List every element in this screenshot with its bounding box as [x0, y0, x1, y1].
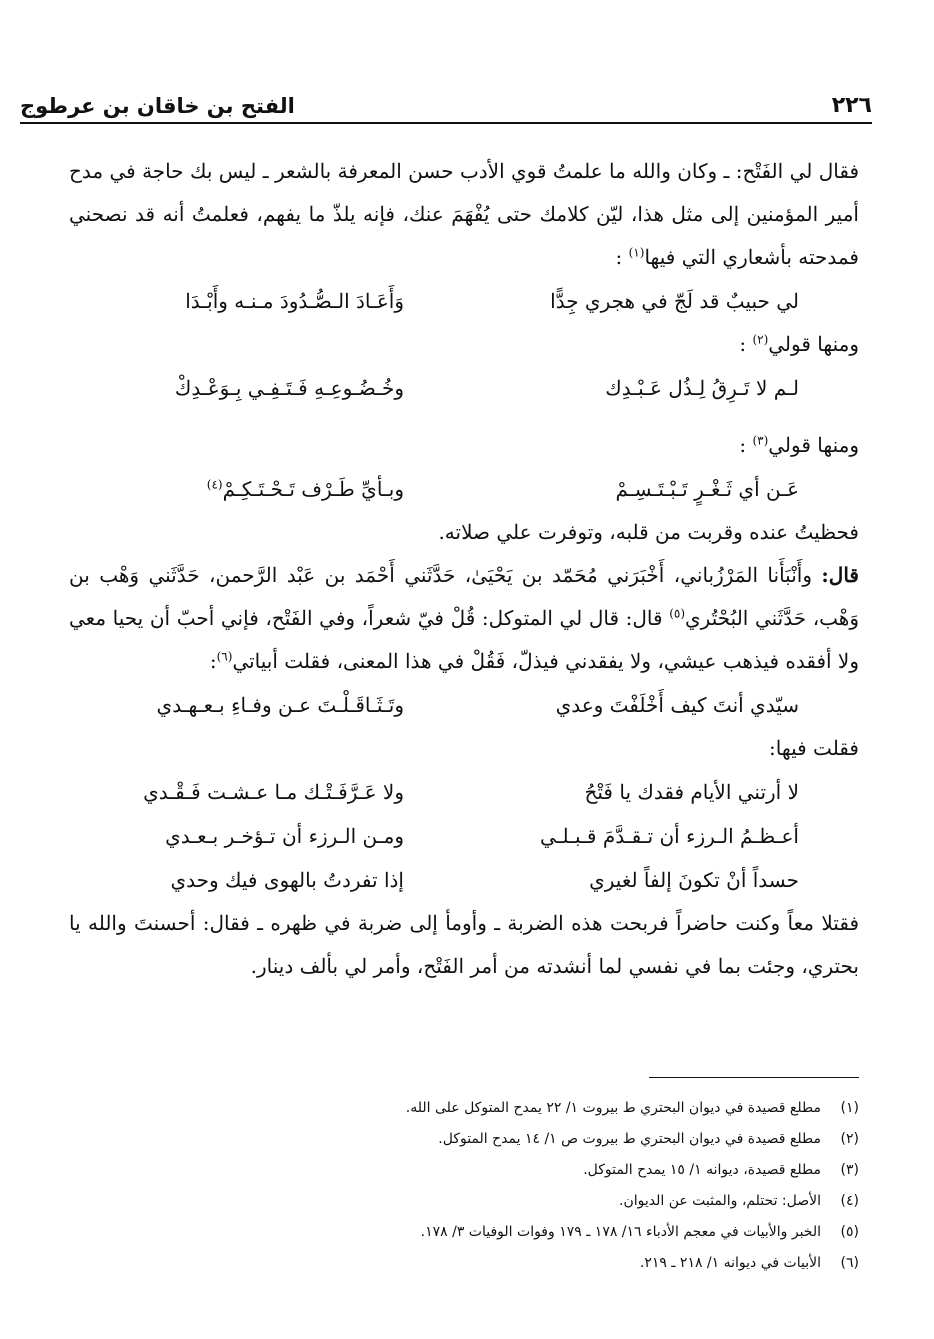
running-header	[20, 80, 872, 124]
paragraph-1	[69, 150, 859, 279]
footnote-text: الأصل: تحتلم، والمثبت عن الديوان.	[619, 1193, 821, 1209]
footnote-number: (٤)	[840, 1193, 859, 1209]
verse-6	[69, 814, 859, 858]
verse-3-second-text: وبـأيِّ طَـرْف تَـحْـتَـكِـمْ	[222, 476, 404, 501]
verse-7	[69, 858, 859, 902]
verse-2-second-hemistich: وخُـضُـوعِـهِ فَـتَـفِـي بِـوَعْـدِكْ	[174, 375, 404, 400]
footnote-number: (١)	[840, 1100, 859, 1116]
footnote-ref-5[interactable]: (٥)	[669, 606, 686, 621]
paragraph-3-text-a: وأَنْبَأَنا المَرْزُباني، أَخْبَرَني مُحَمّد بن يَحْيَىٰ، حَدَّثَني أَحْمَد بن عَبْد الرَّحمن، حَدَّثَني وَهْب بن وَهْب، حَدَّثَني البُحْتُري	[69, 563, 860, 630]
verse-5	[69, 770, 859, 814]
paragraph-3-text-b: قال: قال لي المتوكل: قُلْ فيّ شعراً، وفي الفَتْح، فإني أحبّ أن يحيا معي ولا أفقده فيذهب عيشي، ولا يفقدني فيذلّ، فَقُلْ في هذا المعنى، فقلت أبياتي	[69, 606, 859, 673]
verse-5-first-hemistich: لا أرتني الأيام فقدك يا فَتْحُ	[584, 779, 799, 804]
paragraph-1-end: :	[615, 245, 623, 269]
paragraph-3	[69, 554, 859, 683]
page-number: ٢٢٦	[831, 93, 872, 118]
footnote-ref-4[interactable]: (٤)	[206, 476, 223, 491]
footnote-number: (٢)	[840, 1131, 859, 1147]
verse-3-intro	[69, 424, 859, 467]
footnote-text: الأبيات في ديوانه ١/ ٢١٨ ـ ٢١٩.	[639, 1255, 821, 1271]
running-title: الفتح بن خاقان بن عرطوج	[20, 94, 295, 118]
verse-3-intro-text: ومنها قولي	[768, 433, 859, 457]
paragraph-4: فقتلا معاً وكنت حاضراً فربحت هذه الضربة ـ وأومأ إلى ضربة في ظهره ـ فقال: أحسنتَ والله يا بحتري، وجئت بما في نفسي لما أنشدته من أمر الفَتْح، وأمر لي بألف دينار.	[69, 911, 859, 978]
verse-2-intro-text: ومنها قولي	[768, 332, 859, 356]
footnote-text: الخبر والأبيات في معجم الأدباء ١٦/ ١٧٨ ـ ١٧٩ وفوات الوفيات ٣/ ١٧٨.	[420, 1224, 821, 1240]
footnote-item	[69, 1186, 859, 1217]
footnote-ref-1[interactable]: (١)	[628, 245, 645, 260]
footnote-item	[69, 1217, 859, 1248]
footnote-ref-3[interactable]: (٣)	[752, 433, 769, 448]
footnote-text: مطلع قصيدة في ديوان البحتري ط بيروت ١/ ٢٢ يمدح المتوكل على الله.	[405, 1100, 821, 1116]
verse-1-second-hemistich: وَأَعَـادَ الـصُّـدُودَ مـنـه وأَبْـدَا	[185, 288, 404, 313]
footnote-text: مطلع قصيدة في ديوان البحتري ط بيروت ص ١/ ١٤ يمدح المتوكل.	[438, 1131, 821, 1147]
verse-6-first-hemistich: أعـظـمُ الـرزء أن تـقـدَّمَ قـبـلـي	[540, 823, 799, 848]
footnotes	[69, 1093, 859, 1279]
footnote-item	[69, 1093, 859, 1124]
verse-3	[69, 467, 859, 511]
paragraph-3-lead: قال:	[821, 563, 859, 587]
verse-4-first-hemistich: سيّدي أنتَ كيف أَخْلَفْتَ وعدي	[555, 692, 799, 717]
verse-2-intro	[69, 323, 859, 366]
footnote-item	[69, 1248, 859, 1279]
footnote-number: (٣)	[840, 1162, 859, 1178]
verse-3-intro-end: :	[739, 433, 747, 457]
verse-6-second-hemistich: ومـن الـرزء أن تـؤخـر بـعـدي	[165, 823, 404, 848]
footnote-ref-6[interactable]: (٦)	[216, 649, 233, 664]
verse-1	[69, 279, 859, 323]
paragraph-3-end: :	[209, 649, 217, 673]
verse-7-second-hemistich: إذا تفردتُ بالهوى فيك وحدي	[170, 867, 404, 892]
footnote-item	[69, 1155, 859, 1186]
verse-1-first-hemistich: لي حبيبٌ قد لَجّ في هجري جِدًّا	[550, 288, 799, 313]
verse-7-first-hemistich: حسداً أنْ تكونَ إلفاً لغيري	[589, 867, 799, 892]
verse-4-second-hemistich: وتَـثَـاقَـلْـتَ عـن وفـاءِ بـعـهـدي	[156, 692, 404, 717]
main-text	[69, 150, 859, 988]
footnote-item	[69, 1124, 859, 1155]
spacer	[69, 410, 859, 424]
footnote-divider	[649, 1077, 859, 1078]
verse-3-first-hemistich: عَـن أي ثَـغْـرٍ تَـبْـتَـسِـمْ	[615, 476, 799, 501]
footnote-text: مطلع قصيدة، ديوانه ١/ ١٥ يمدح المتوكل.	[583, 1162, 821, 1178]
verse-2-intro-end: :	[739, 332, 747, 356]
verse-2	[69, 366, 859, 410]
footnote-number: (٥)	[840, 1224, 859, 1240]
verse-2-first-hemistich: لـم لا تَـرِقُ لِـذُل عَـبْـدِك	[605, 375, 799, 400]
verse-5-second-hemistich: ولا عَـرَّفَـتْـك مـا عـشـت فَـقْـدي	[143, 779, 404, 804]
paragraph-1-text: فقال لي الفَتْح: ـ وكان والله ما علمتُ قوي الأدب حسن المعرفة بالشعر ـ ليس بك حاجة في مدح أمير المؤمنين إلى مثل هذا، ليّن كلامك حتى يُفْهَمَ عنك، فإنه يلذّ ما يفهم، فعلمتُ أنه قد نصحني فمدحته بأشعاري التي فيها	[69, 159, 859, 269]
verse-5-intro: فقلت فيها:	[769, 736, 859, 760]
footnote-number: (٦)	[840, 1255, 859, 1271]
footnote-ref-2[interactable]: (٢)	[752, 332, 769, 347]
verse-4	[69, 683, 859, 727]
paragraph-2: فحظيتُ عنده وقربت من قلبه، وتوفرت علي صلاته.	[438, 520, 859, 544]
verse-3-second-hemistich	[69, 468, 404, 511]
